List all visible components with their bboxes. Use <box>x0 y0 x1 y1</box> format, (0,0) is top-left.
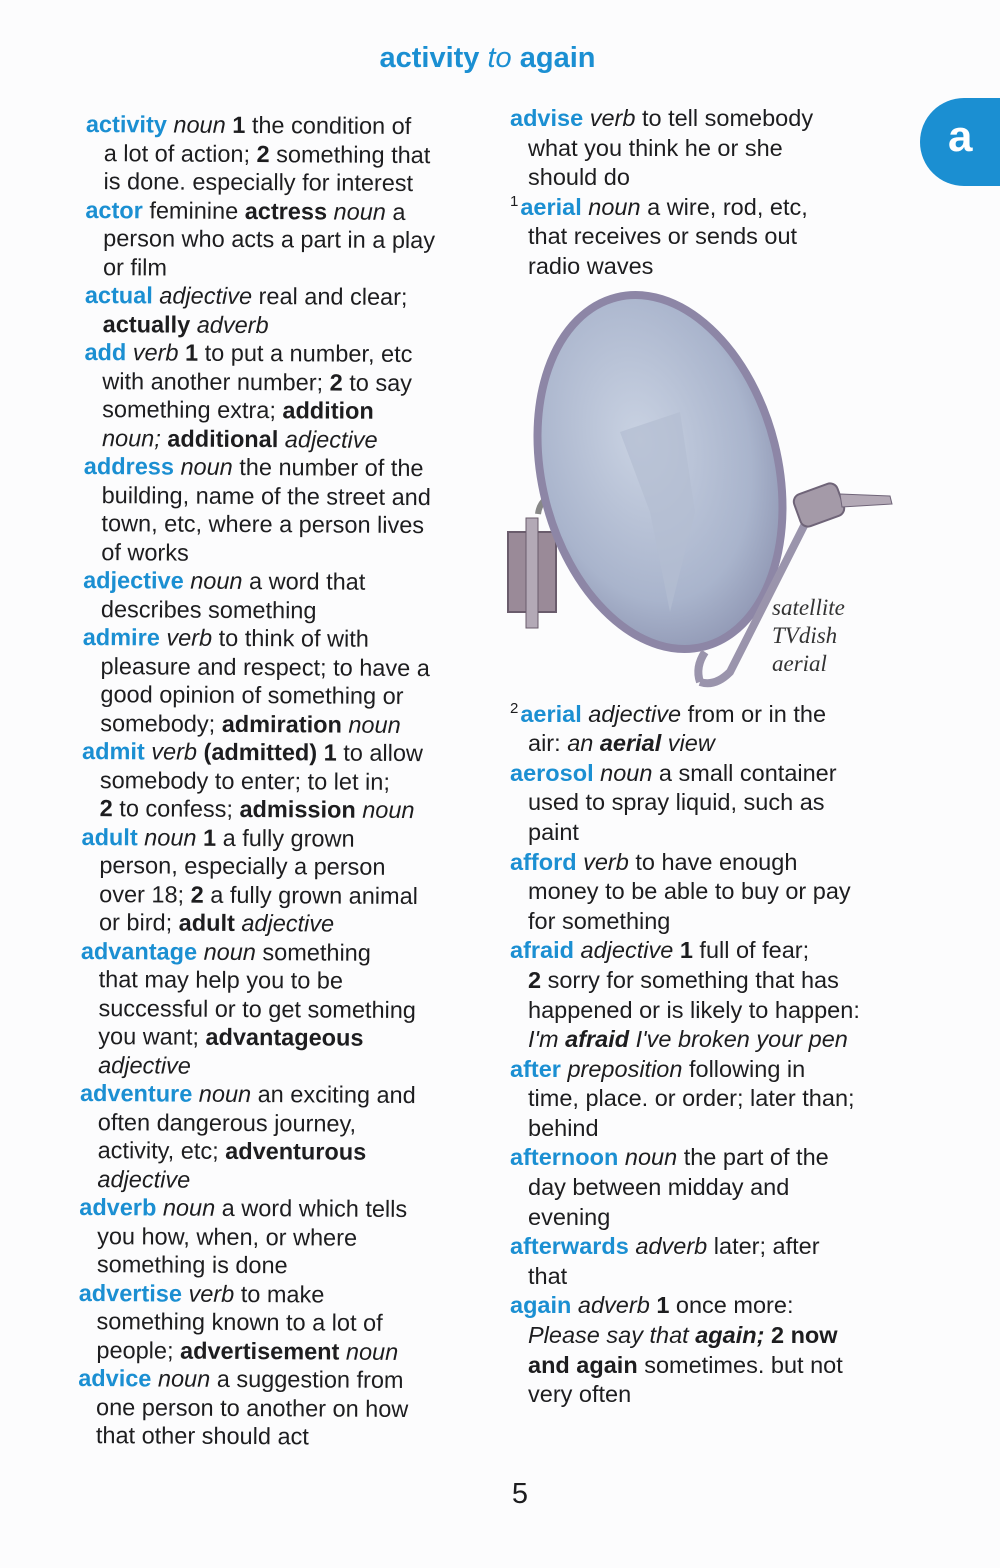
definition-text: noun <box>137 823 204 851</box>
definition-text: the condition of a lot of action; <box>103 111 412 167</box>
definition-text: a fully grown person, especially a person over 18; <box>99 824 386 908</box>
dictionary-entry <box>79 1193 480 1281</box>
definition-text: 1 <box>679 937 693 964</box>
headword: after <box>510 1055 561 1082</box>
definition-text: 2 <box>99 795 113 822</box>
right-column-bottom <box>510 700 910 1410</box>
definition-text: to put a number, etc with another number; <box>102 339 413 395</box>
definition-text: 2 <box>190 881 204 908</box>
definition-text: sometimes. but not very often <box>528 1351 843 1408</box>
definition-text: 2 now and again <box>528 1322 838 1378</box>
definition-text: 1 <box>202 824 217 851</box>
definition-text: to allow somebody to enter; to let in; <box>99 739 424 795</box>
headword: advice <box>78 1364 152 1392</box>
definition-text: verb <box>159 624 213 651</box>
definition-text: actress <box>244 197 328 224</box>
definition-text: a person who acts a part in a play or film <box>102 198 436 280</box>
dictionary-entry <box>510 759 910 848</box>
definition-text: Please say that <box>528 1322 696 1349</box>
right-column-top <box>510 104 910 282</box>
definition-text: noun <box>618 1144 678 1171</box>
definition-text: noun <box>581 193 641 220</box>
headword: address <box>83 452 175 480</box>
definition-text: to say something extra; <box>102 369 413 424</box>
headword: adverb <box>79 1193 157 1221</box>
headword: add <box>84 338 127 366</box>
headword: afternoon <box>510 1144 619 1171</box>
definition-text: adverb <box>571 1292 657 1319</box>
definition-text: an <box>567 730 600 757</box>
definition-text: the part of the day between midday and evening <box>528 1144 829 1230</box>
definition-text: following in time, place. or order; later than; behind <box>528 1055 855 1141</box>
definition-text: adjective <box>97 1165 191 1193</box>
definition-text: noun <box>355 796 415 824</box>
definition-text: advantageous <box>205 1023 364 1051</box>
definition-text: noun; <box>101 424 168 452</box>
definition-text: noun <box>156 1194 216 1221</box>
definition-text: noun <box>151 1365 211 1392</box>
headword: aerosol <box>510 759 594 786</box>
dictionary-entry <box>83 566 483 625</box>
definition-text: a word which tells you how, when, or where something is done <box>96 1194 408 1279</box>
definition-text: again; <box>695 1322 765 1349</box>
definition-text: 1 <box>232 111 246 138</box>
definition-text: a word that describes something <box>100 567 366 623</box>
definition-text: 1 <box>656 1292 670 1319</box>
headword: afford <box>510 848 577 875</box>
page-title <box>0 42 975 75</box>
title-end: again <box>519 42 596 74</box>
definition-text: to make something known to a lot of people; <box>96 1280 383 1364</box>
definition-text: 2 <box>256 140 270 167</box>
definition-text: adjective <box>152 282 253 310</box>
definition-text: admission <box>239 795 356 823</box>
definition-text: to tell somebody what you think he or she should do <box>528 105 814 191</box>
dictionary-entry <box>510 700 910 759</box>
definition-text: advertisement <box>179 1337 340 1365</box>
definition-text: adult <box>178 909 235 936</box>
definition-text: real and clear; <box>251 283 408 310</box>
dictionary-entry <box>85 195 486 283</box>
dictionary-entry <box>510 848 910 937</box>
headword: adult <box>81 823 138 850</box>
definition-text: verb <box>144 738 204 765</box>
headword: afterwards <box>510 1233 629 1260</box>
definition-text: full of fear; <box>699 937 810 964</box>
dictionary-entry <box>85 110 486 198</box>
definition-text: to think of with pleasure and respect; to have a good opinion of something or somebody; <box>100 624 430 737</box>
dictionary-entry <box>82 623 483 739</box>
definition-text: something that is done. especially for interest <box>103 140 431 196</box>
definition-text: 1 <box>185 339 199 366</box>
definition-text: feminine <box>142 196 245 224</box>
headword: afraid <box>510 937 574 964</box>
headword: aerial <box>520 700 582 727</box>
definition-text: view <box>661 730 715 757</box>
definition-text: adverb <box>190 311 269 338</box>
definition-text: noun <box>173 453 233 480</box>
dictionary-entry <box>510 936 910 1054</box>
definition-text: adventurous <box>225 1137 367 1165</box>
dictionary-entry <box>510 1232 910 1291</box>
definition-text: 2 <box>528 966 542 993</box>
letter-thumb-tab <box>920 98 1000 186</box>
definition-text: noun <box>197 938 257 965</box>
definition-text: adjective <box>98 1051 191 1079</box>
definition-text: (admitted) 1 <box>203 738 337 766</box>
dictionary-entry <box>82 737 483 825</box>
definition-text: sorry for something that has happened or is likely to happen: <box>528 966 860 1023</box>
satellite-dish-illustration <box>500 282 910 700</box>
definition-text: a small container used to spray liquid, such as paint <box>528 759 837 845</box>
dictionary-entry <box>78 1278 479 1366</box>
definition-text: adjective <box>574 937 680 964</box>
headword: again <box>510 1292 572 1319</box>
definition-text: adverb <box>628 1233 708 1260</box>
definition-text: verb <box>583 105 636 131</box>
definition-text: once more: <box>675 1292 794 1319</box>
dictionary-entry <box>510 1143 910 1232</box>
definition-text: from or in the air: <box>528 700 827 757</box>
title-start: activity <box>379 42 480 74</box>
right-column <box>510 104 910 1410</box>
definition-text: verb <box>576 848 629 875</box>
tab-letter: a <box>948 112 973 161</box>
dictionary-entry <box>80 936 481 1081</box>
dictionary-entry <box>79 1079 480 1195</box>
headword: advise <box>510 105 584 131</box>
dictionary-entry <box>85 281 485 340</box>
definition-text: a wire, rod, etc, that receives or sends out radio waves <box>528 193 808 279</box>
definition-text: 2 <box>329 368 343 396</box>
definition-text: a fully grown animal or bird; <box>98 881 419 936</box>
headword: adventure <box>79 1079 193 1107</box>
definition-text: noun <box>192 1080 252 1108</box>
headword: actor <box>85 196 143 223</box>
definition-text: adjective <box>234 909 335 937</box>
dictionary-entry <box>510 1291 910 1409</box>
dictionary-entry <box>81 822 482 938</box>
definition-text: to have enough money to be able to buy or pay for something <box>528 848 851 934</box>
definition-text: aerial <box>599 730 662 757</box>
definition-text: I'm <box>528 1026 566 1053</box>
definition-text: a suggestion from one person to another on how that other should act <box>95 1365 409 1450</box>
definition-text: additional <box>167 425 279 452</box>
headword: activity <box>85 110 167 138</box>
dictionary-entry <box>83 452 484 568</box>
definition-text: noun <box>166 111 233 138</box>
headword: aerial <box>520 193 582 220</box>
definition-text: actually <box>102 310 191 338</box>
headword: admit <box>82 737 145 765</box>
definition-text: noun <box>183 567 243 594</box>
definition-text: noun <box>339 1338 399 1365</box>
headword: actual <box>84 281 153 309</box>
definition-text: verb <box>181 1280 235 1307</box>
definition-text: noun <box>593 759 653 786</box>
page-number: 5 <box>511 1478 529 1510</box>
definition-text: something that may help you to be successful or to get something you want; <box>98 938 417 1050</box>
definition-text: noun <box>341 711 401 738</box>
dictionary-entry <box>510 1055 910 1144</box>
definition-text: adjective <box>581 700 682 727</box>
definition-text: admiration <box>221 710 342 738</box>
definition-text: later; after that <box>528 1233 820 1289</box>
homograph-number: 1 <box>510 192 519 210</box>
left-column <box>78 110 486 1452</box>
headword: advertise <box>78 1279 183 1307</box>
definition-text: addition <box>282 397 374 424</box>
dictionary-entry <box>78 1364 479 1452</box>
definition-text: afraid <box>565 1026 630 1053</box>
dictionary-entry <box>510 193 910 282</box>
headword: admire <box>82 623 160 651</box>
headword: advantage <box>80 937 198 965</box>
definition-text: verb <box>126 339 186 366</box>
definition-text: I've broken your pen <box>629 1026 848 1053</box>
definition-text: adjective <box>278 425 378 453</box>
figure-caption: satellite TVdish aerial <box>772 594 845 676</box>
dictionary-entry <box>84 338 485 454</box>
headword: adjective <box>83 566 184 594</box>
definition-text: an exciting and often dangerous journey, activity, etc; <box>97 1081 416 1164</box>
definition-text: noun <box>326 197 386 225</box>
title-mid: to <box>487 42 512 74</box>
definition-text: the number of the building, name of the street and town, etc, where a person lives of works <box>101 453 431 566</box>
definition-text: to confess; <box>112 795 240 822</box>
dictionary-entry <box>510 104 910 193</box>
definition-text: preposition <box>560 1055 683 1082</box>
homograph-number: 2 <box>510 699 519 717</box>
